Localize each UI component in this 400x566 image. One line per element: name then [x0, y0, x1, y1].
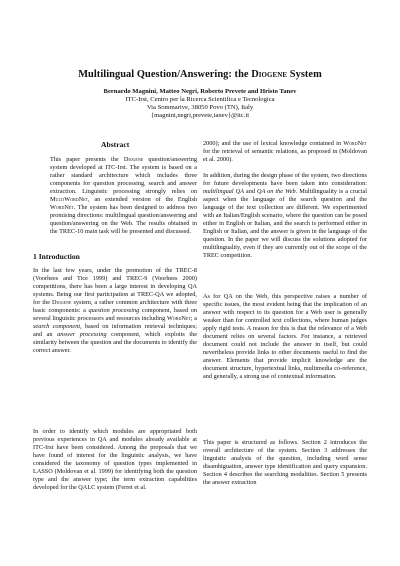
intro-answer-processing: answer processing: [57, 331, 107, 339]
right-paragraph-2: [203, 172, 367, 261]
affiliation-emails: {magnini,negri,prevete,tanev}@itc.it: [150, 112, 250, 119]
abstract-system-name: Diogene: [123, 156, 144, 163]
author-list: Bernardo Magnini, Matteo Negri, Roberto Prevete and Hristo Tanev: [103, 88, 297, 95]
right-text: for the retrieval of semantic relations, as proposed in (Moldovan et al. 2000).: [203, 148, 367, 164]
right-wordnet: WordNet: [343, 140, 367, 147]
right-qa-on-web: QA on the Web: [256, 188, 296, 196]
abstract-wordnet: WordNet: [50, 204, 74, 212]
intro-text: , based on information retrieval techniques; and an: [33, 323, 197, 339]
intro-text: component, which exploits the similarity between the question and the documents to identify the correct answer.: [33, 331, 197, 355]
abstract-heading: Abstract: [101, 140, 130, 149]
right-paragraph-3: As for QA on the Web, this perspective raises a number of specific issues, the most evident being that the implication of an answer with respect to its question for a Web user is generally weaker than for controlled text collections, where human judges apply rigid tests. A reason for this is that the relevance of a Web document relies on several factors. For instance, a retrieved document could not include the answer in itself, but could nevertheless provide links to other documents useful to find the answer. Elements that provide implicit knowledge are the document structure, hypertextual links, multimedia co-reference, and generally, a strong use of contextual information.: [203, 293, 367, 381]
title-system-name: Diogene: [251, 69, 288, 80]
abstract-multiwordnet: MultiWordNet: [50, 196, 89, 204]
title-text: Multilingual Question/Answering: the: [78, 69, 252, 80]
abstract-text: This paper presents the: [50, 156, 124, 163]
intro-text: In the last few years, under the promotion of the TREC-8 (Voorhees and Tice 1999) and TREC-9 (Voorhees 2000) competitions, there has been a large interest in developing QA systems. Being our first participation at TREC-QA we adopted, for the: [33, 267, 197, 307]
abstract-text: question/answering system developed at ITC-Irst. The system is based on a rather standard architecture which includes three components for question processing, search and answer extraction. Linguistic processing strongly relies on: [50, 156, 197, 196]
right-multilingual-qa: multilingual QA: [203, 188, 244, 196]
right-text: . Multilinguality is a crucial aspect when the language of the search question and the language of the text collection are different. We experimented with an Italian/English scenario, where the question can be posed either in English or Italian, and the search is performed either in English or Italian, and the answer is given in the language of the question. In the paper we will discuss the solutions adopted for multilinguality, even if they are currently out of the scope of the TREC competition.: [203, 188, 368, 260]
intro-question-processing: question processing: [88, 307, 140, 315]
right-paragraph-4: This paper is structured as follows. Section 2 introduces the overall architecture of the system. Section 3 addresses the linguistic analysis of the question, including word sense disambiguation, answer type identification and query expansion. Section 4 describes the searching modalities. Section 5 presents the answer extraction: [203, 439, 367, 487]
intro-wordnet: WordNet: [167, 315, 191, 323]
right-paragraph-1: [203, 140, 367, 164]
intro-heading: 1 Introduction: [33, 252, 80, 261]
affiliation-institute: ITC-Irst, Centro per la Ricerca Scientifica e Tecnologica: [125, 96, 275, 103]
intro-text: system, a rather common architecture with three basic components: a: [33, 299, 197, 315]
right-text: 2000); and the use of lexical knowledge contained in: [203, 140, 344, 147]
abstract-text: , an extended version of the English: [88, 196, 197, 204]
intro-text: ; a: [190, 315, 197, 323]
intro-paragraph-2: In order to identify which modules are appropriated both previous experiences in QA and modules already available at ITC-Irst have been considered. Among the proposals that we have found of interest for the linguistic analysis, we have considered the taxonomy of question types implemented in LASSO (Moldovan et al. 1999) for identifying both the question type and the answer type; the term extraction capabilities developed for the QALC system (Ferret et al.: [33, 428, 197, 492]
abstract-text: . The system has been designed to address two promising directions: multilingual question/answering and question/answering on the Web. The results obtained in the TREC-10 main task will be presented and discussed.: [50, 204, 197, 236]
intro-paragraph-1: [33, 267, 197, 356]
intro-system-name: Diogene: [52, 299, 72, 307]
paper-title: [0, 69, 400, 81]
right-text: and: [243, 188, 257, 196]
intro-search-component: search component: [33, 323, 81, 331]
abstract-body: [50, 156, 197, 236]
right-text: In addition, during the design phase of the system, two directions for future developments have been taken into consideration:: [203, 172, 367, 188]
intro-text: component, based on several linguistic processors and resources including: [33, 307, 197, 323]
title-suffix: System: [287, 69, 322, 80]
affiliation-address: Via Sommarive, 38050 Povo (TN), Italy: [146, 104, 254, 111]
